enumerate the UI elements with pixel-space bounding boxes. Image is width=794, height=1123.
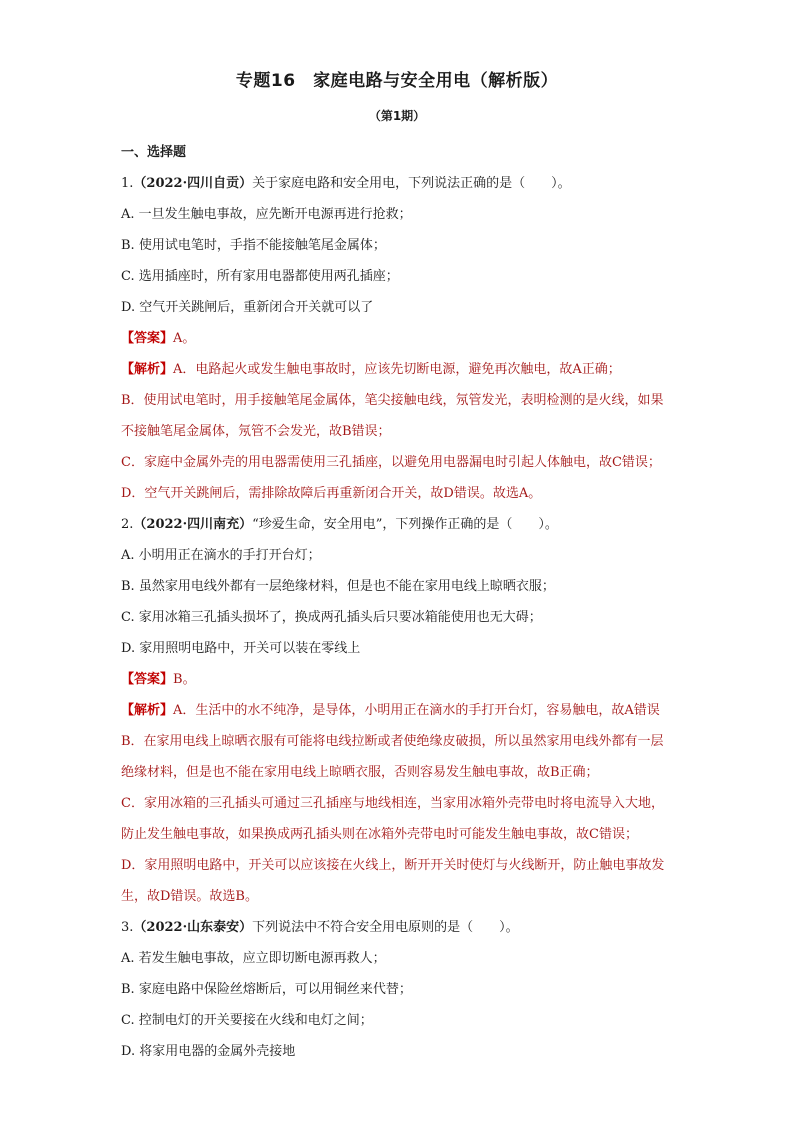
- question-number: 3.: [121, 920, 134, 935]
- question-2-analysis-line: D．家用照明电路中，开关可以应该接在火线上，断开开关时使灯与火线断开，防止触电事故发: [121, 858, 665, 873]
- question-1-option-d: D. 空气开关跳闸后，重新闭合开关就可以了: [121, 300, 374, 315]
- question-2-option-c: C. 家用冰箱三孔插头损坏了，换成两孔插头后只要冰箱能使用也无大碍；: [121, 610, 542, 625]
- analysis-tag: 【解析】: [121, 703, 174, 718]
- question-1-answer: [121, 323, 706, 354]
- question-2-analysis-line: B．在家用电线上晾晒衣服有可能将电线拉断或者使绝缘皮破损，所以虽然家用电线外都有一层: [121, 734, 664, 749]
- question-source: （2022·山东泰安）: [133, 920, 253, 935]
- page-title: 专题16 家庭电路与安全用电（解析版）: [235, 71, 559, 91]
- question-number: 1.: [121, 176, 134, 191]
- page-subtitle: （第1期）: [368, 109, 426, 123]
- question-2-analysis-line: 绝缘材料，但是也不能在家用电线上晾晒衣服，否则容易发生触电事故，故B正确；: [121, 765, 599, 780]
- question-1-analysis-line: B．使用试电笔时，用手接触笔尾金属体，笔尖接触电线，氖管发光，表明检测的是火线，如果: [121, 393, 664, 408]
- answer-value: B。: [173, 672, 196, 687]
- question-text: 下列说法中不符合安全用电原则的是（ ）。: [252, 920, 519, 935]
- question-1-option-c: C. 选用插座时，所有家用电器都使用两孔插座；: [121, 269, 399, 284]
- question-3-option-d: D. 将家用电器的金属外壳接地: [121, 1044, 296, 1059]
- question-2-analysis-line: C．家用冰箱的三孔插头可通过三孔插座与地线相连，当家用冰箱外壳带电时将电流导入大地，: [121, 796, 664, 811]
- answer-tag: 【答案】: [121, 331, 174, 346]
- question-source: （2022·四川南充）: [133, 517, 253, 532]
- question-2-option-a: A. 小明用正在滴水的手打开台灯；: [121, 548, 321, 563]
- analysis-tag: 【解析】: [121, 362, 174, 377]
- question-1-option-a: A. 一旦发生触电事故，应先断开电源再进行抢救；: [121, 207, 412, 222]
- question-source: （2022·四川自贡）: [133, 176, 253, 191]
- question-number: 2.: [121, 517, 134, 532]
- question-3-option-c: C. 控制电灯的开关要接在火线和电灯之间；: [121, 1013, 373, 1028]
- question-1-analysis-line: D．空气开关跳闸后，需排除故障后再重新闭合开关，故D错误。故选A。: [121, 486, 542, 501]
- section-heading: 一、选择题: [121, 145, 187, 160]
- answer-value: A。: [173, 331, 196, 346]
- question-2-stem: [121, 509, 706, 540]
- question-1-analysis-line: [121, 354, 706, 385]
- question-2-option-d: D. 家用照明电路中，开关可以装在零线上: [121, 641, 361, 656]
- question-1-analysis-line: 不接触笔尾金属体，氖管不会发光，故B错误；: [121, 424, 391, 439]
- question-list: [121, 168, 706, 1067]
- question-2-analysis-line: 生，故D错误。故选B。: [121, 889, 258, 904]
- analysis-text: A．生活中的水不纯净，是导体，小明用正在滴水的手打开台灯，容易触电，故A错误: [173, 703, 660, 718]
- question-2-option-b: B. 虽然家用电线外都有一层绝缘材料，但是也不能在家用电线上晾晒衣服；: [121, 579, 555, 594]
- question-3-option-b: B. 家庭电路中保险丝熔断后，可以用铜丝来代替；: [121, 982, 412, 997]
- question-3-option-a: A. 若发生触电事故，应立即切断电源再救人；: [121, 951, 386, 966]
- question-1-stem: [121, 168, 706, 199]
- question-1-analysis-line: C．家庭中金属外壳的用电器需使用三孔插座，以避免用电器漏电时引起人体触电，故C错误；: [121, 455, 661, 470]
- question-2-analysis-line: [121, 695, 706, 726]
- question-2-analysis-line: 防止发生触电事故，如果换成两孔插头则在冰箱外壳带电时可能发生触电事故，故C错误；: [121, 827, 638, 842]
- analysis-text: A．电路起火或发生触电事故时，应该先切断电源，避免再次触电，故A正确；: [173, 362, 621, 377]
- question-text: 关于家庭电路和安全用电，下列说法正确的是（ ）。: [252, 176, 571, 191]
- question-text: “珍爱生命，安全用电”，下列操作正确的是（ ）。: [252, 517, 558, 532]
- answer-tag: 【答案】: [121, 672, 174, 687]
- question-3-stem: [121, 912, 706, 943]
- question-2-answer: [121, 664, 706, 695]
- question-1-option-b: B. 使用试电笔时，手指不能接触笔尾金属体；: [121, 238, 386, 253]
